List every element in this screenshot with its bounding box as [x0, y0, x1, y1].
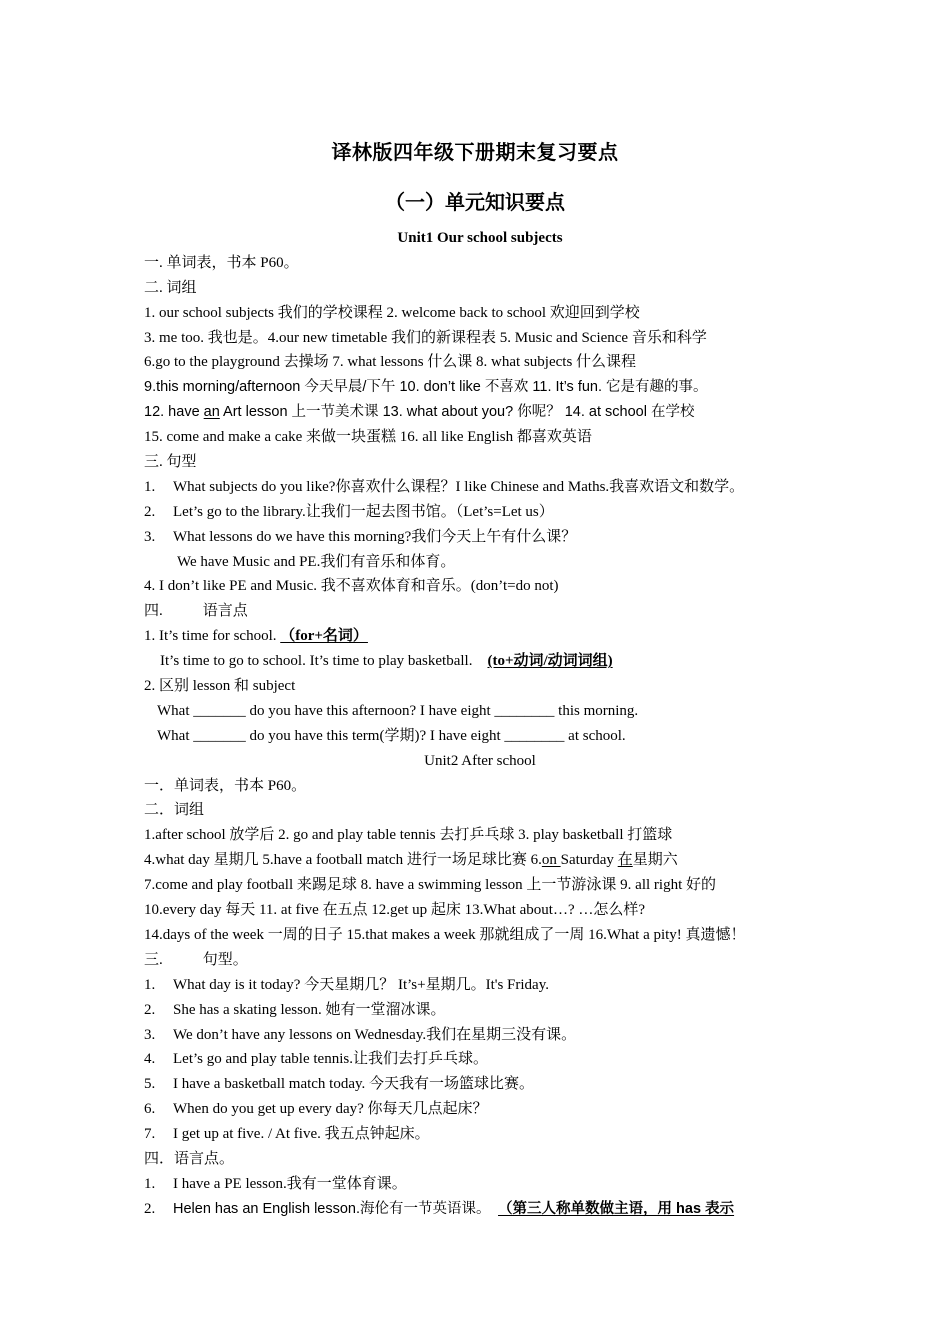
- section-label: 语言点: [202, 603, 248, 620]
- list-number: 5.: [144, 1076, 156, 1093]
- unit2-sentence-5: [144, 1072, 816, 1097]
- sentence-text: I have a basketball match today. 今天我有一场篮球比赛。: [173, 1076, 535, 1093]
- sentence-text: What day is it today? 今天星期几？ It’s+星期几。It's Friday.: [173, 976, 549, 993]
- unit2-sentence-6: [144, 1097, 816, 1122]
- list-number: 6.: [144, 1101, 156, 1118]
- list-number: 1.: [144, 478, 156, 495]
- underlined-word: on: [541, 852, 561, 869]
- unit1-exercise-2: What _______ do you have this term(学期)? I have eight ________ at school.: [157, 727, 626, 744]
- unit1-exercise-1: What _______ do you have this afternoon? I have eight ________ this morning.: [157, 702, 639, 719]
- text-segment: 4.what day 星期几 5.have a football match 进行一场足球比赛 6.: [144, 852, 542, 869]
- unit1-sentence-3: [144, 525, 816, 550]
- unit1-point-1: [144, 624, 816, 649]
- unit1-section-vocab: 一. 单词表，书本 P60。: [144, 254, 299, 271]
- sentence-text: She has a skating lesson. 她有一堂溜冰课。: [173, 1001, 446, 1018]
- sentence-text: We don’t have any lessons on Wednesday.我们在星期三没有课。: [173, 1026, 577, 1043]
- example-text: It’s time to go to school. It’s time to play basketball.: [160, 653, 473, 670]
- point-text: Helen has an English lesson.海伦有一节英语课。: [173, 1200, 491, 1217]
- unit2-sentence-1: [144, 973, 816, 998]
- point-text: 1. It’s time for school.: [144, 628, 277, 645]
- point-text: I have a PE lesson.我有一堂体育课。: [173, 1175, 407, 1192]
- unit2-section-language-points: 四．语言点。: [144, 1150, 235, 1167]
- grammar-note: （for+名词）: [280, 628, 368, 645]
- sentence-text: Let’s go and play table tennis.让我们去打乒乓球。: [173, 1051, 488, 1068]
- grammar-note: （第三人称单数做主语，用 has 表示: [498, 1200, 735, 1217]
- text-segment: Art lesson 上一节美术课 13. what about you? 你呢？ 14. at school 在学校: [219, 404, 695, 421]
- sentence-text: I get up at five. / At five. 我五点钟起床。: [173, 1126, 430, 1143]
- unit2-phrase-line-2: [144, 848, 816, 873]
- list-number: 2.: [144, 1200, 156, 1217]
- text-segment: 12. have: [144, 404, 204, 421]
- list-number: 1.: [144, 976, 156, 993]
- underlined-word: 在: [617, 852, 633, 869]
- list-number: 1.: [144, 1175, 156, 1192]
- unit1-heading: Unit1 Our school subjects: [397, 230, 563, 246]
- content-body: [144, 226, 816, 1222]
- sentence-text: What lessons do we have this morning?我们今天上午有什么课？: [173, 528, 577, 545]
- unit1-sentence-2: [144, 500, 816, 525]
- unit2-section-sentences: [144, 948, 816, 973]
- unit2-point-2: [144, 1197, 816, 1222]
- sentence-text: Let’s go to the library.让我们一起去图书馆。（Let’s=Let us）: [173, 503, 554, 520]
- unit2-phrase-line-4: 10.every day 每天 11. at five 在五点 12.get up 起床 13.What about…? …怎么样?: [144, 902, 646, 919]
- text-segment: Saturday: [560, 852, 618, 869]
- unit1-point-1-examples: [144, 649, 816, 674]
- unit1-phrase-line-6: 15. come and make a cake 来做一块蛋糕 16. all like English 都喜欢英语: [144, 429, 592, 446]
- unit1-phrase-line-2: 3. me too. 我也是。4.our new timetable 我们的新课程表 5. Music and Science 音乐和科学: [144, 329, 707, 346]
- unit2-sentence-7: [144, 1122, 816, 1147]
- unit1-point-2: 2. 区别 lesson 和 subject: [144, 678, 296, 695]
- unit1-section-sentences: 三. 句型: [144, 454, 197, 471]
- sentence-text: When do you get up every day? 你每天几点起床？: [173, 1101, 488, 1118]
- unit2-phrase-line-1: 1.after school 放学后 2. go and play table tennis 去打乒乓球 3. play basketball 打篮球: [144, 827, 673, 844]
- section-title: （一）单元知识要点: [385, 190, 565, 214]
- unit1-section-language-points: [144, 599, 816, 624]
- unit1-phrase-line-4: 9.this morning/afternoon 今天早晨/下午 10. don’t like 不喜欢 11. It’s fun. 它是有趣的事。: [144, 379, 708, 396]
- unit1-phrase-line-1: 1. our school subjects 我们的学校课程 2. welcome back to school 欢迎回到学校: [144, 304, 640, 321]
- unit1-phrase-line-3: 6.go to the playground 去操场 7. what lessons 什么课 8. what subjects 什么课程: [144, 354, 637, 371]
- section-number: 四.: [144, 603, 163, 620]
- unit2-sentence-2: [144, 998, 816, 1023]
- unit1-sentence-3-answer: We have Music and PE.我们有音乐和体育。: [177, 553, 456, 570]
- unit2-sentence-4: [144, 1047, 816, 1072]
- underlined-word: an: [203, 404, 220, 421]
- grammar-note: (to+动词/动词词组): [487, 653, 613, 670]
- list-number: 3.: [144, 1026, 156, 1043]
- unit1-sentence-1: [144, 475, 816, 500]
- text-segment: 星期六: [632, 852, 678, 869]
- section-label: 句型。: [202, 951, 248, 968]
- list-number: 4.: [144, 1051, 156, 1068]
- unit2-section-phrases: 二．词组: [144, 802, 205, 819]
- list-number: 2.: [144, 1001, 156, 1018]
- unit1-phrase-line-5: [144, 400, 816, 425]
- list-number: 2.: [144, 503, 156, 520]
- list-number: 3.: [144, 528, 156, 545]
- list-number: 7.: [144, 1126, 156, 1143]
- unit2-phrase-line-3: 7.come and play football 来踢足球 8. have a swimming lesson 上一节游泳课 9. all right 好的: [144, 877, 717, 894]
- section-number: 三.: [144, 951, 163, 968]
- unit2-section-vocab: 一．单词表，书本 P60。: [144, 777, 307, 794]
- unit1-section-phrases: 二. 词组: [144, 279, 197, 296]
- unit1-sentence-4: 4. I don’t like PE and Music. 我不喜欢体育和音乐。(don’t=do not): [144, 578, 559, 595]
- sentence-text: What subjects do you like?你喜欢什么课程？I like Chinese and Maths.我喜欢语文和数学。: [173, 478, 745, 495]
- unit2-heading: Unit2 After school: [424, 752, 536, 769]
- unit2-sentence-3: [144, 1023, 816, 1048]
- document-title: 译林版四年级下册期末复习要点: [331, 140, 619, 164]
- unit2-point-1: [144, 1172, 816, 1197]
- unit2-phrase-line-5: 14.days of the week 一周的日子 15.that makes a week 那就组成了一周 16.What a pity! 真遗憾！: [144, 926, 746, 943]
